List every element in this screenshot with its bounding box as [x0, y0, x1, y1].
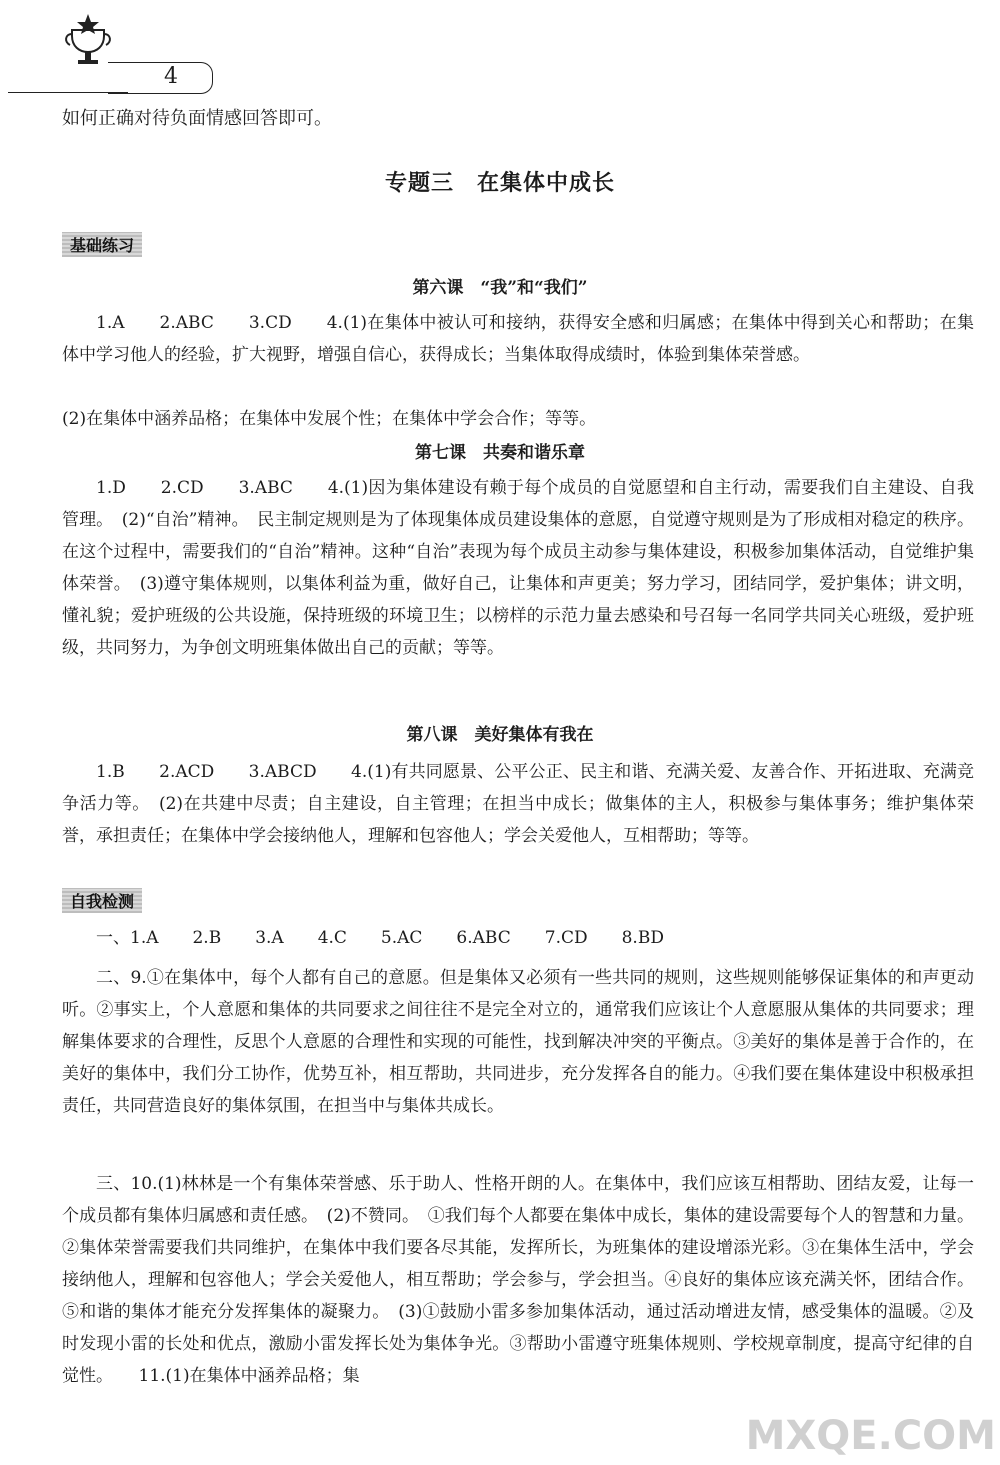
- section-basic-tag: 基础练习: [62, 232, 142, 257]
- lesson-7-heading: 第七课 共奏和谐乐章: [415, 443, 585, 463]
- lesson-6-answers: 1.A 2.ABC 3.CD 4.(1)在集体中被认可和接纳，获得安全感和归属感；在集体中得到关心和帮助；在集体中学习他人的经验，扩大视野，增强自信心，获得成长；当集体取得成绩时，体验到集体荣誉感。: [62, 313, 974, 365]
- self-check-part-3: 三、10.(1)林林是一个有集体荣誉感、乐于助人、性格开朗的人。在集体中，我们应该互相帮助、团结友爱，让每一个成员都有集体归属感和责任感。 (2)不赞同。 ①我们每个人都要在集体中成长，集体的建设需要每个人的智慧和力量。②集体荣誉需要我们共同维护，在集体中我们要各尽其能，发挥所长，为班集体的建设增添光彩。③在集体生活中，学会接纳他人，理解和包容他人；学会关爱他人，相互帮助；学会参与，学会担当。④良好的集体应该充满关怀，团结合作。⑤和谐的集体才能充分发挥集体的凝聚力。 (3)①鼓励小雷多参加集体活动，通过活动增进友情，感受集体的温暖。②及时发现小雷的长处和优点，激励小雷发挥长处为集体争光。③帮助小雷遵守班集体规则、学校规章制度，提高守纪律的自觉性。 11.(1)在集体中涵养品格；集: [62, 1174, 974, 1386]
- page-number-box: [108, 62, 213, 94]
- lesson-7-answers: 1.D 2.CD 3.ABC 4.(1)因为集体建设有赖于每个成员的自觉愿望和自主行动，需要我们自主建设、自我管理。 (2)“自治”精神。 民主制定规则是为了体现集体成员建设集体的意愿，自觉遵守规则是为了形成相对稳定的秩序。在这个过程中，需要我们的“自治”精神。这种“自治”表现为每个成员主动参与集体建设，积极参加集体活动，自觉维护集体荣誉。 (3)遵守集体规则，以集体利益为重，做好自己，让集体和声更美；努力学习，团结同学，爱护集体；讲文明，懂礼貌；爱护班级的公共设施，保持班级的环境卫生；以榜样的示范力量去感染和号召每一名同学共同关心班级，爱护班级，共同努力，为争创文明班集体做出自己的贡献；等等。: [62, 478, 974, 658]
- page-number: 4: [164, 64, 178, 89]
- lesson-8-heading: 第八课 美好集体有我在: [406, 725, 594, 745]
- lesson-6-heading: 第六课 “我”和“我们”: [412, 278, 588, 298]
- section-self-check-tag: 自我检测: [62, 888, 142, 913]
- watermark-logo: MXQE.COM: [745, 1413, 996, 1459]
- lesson-6-answers-2: (2)在集体中涵养品格；在集体中发展个性；在集体中学会合作；等等。: [62, 409, 597, 429]
- intro-line: 如何正确对待负面情感回答即可。: [62, 108, 332, 129]
- lesson-8-answers: 1.B 2.ACD 3.ABCD 4.(1)有共同愿景、公平公正、民主和谐、充满关爱、友善合作、开拓进取、充满竞争活力等。 (2)在共建中尽责；自主建设，自主管理；在担当中成长；做集体的主人，积极参与集体事务；维护集体荣誉，承担责任；在集体中学会接纳他人，理解和包容他人；学会关爱他人，互相帮助；等等。: [62, 762, 974, 846]
- self-check-part-1: 一、1.A 2.B 3.A 4.C 5.AC 6.ABC 7.CD 8.BD: [96, 928, 664, 948]
- self-check-part-2: 二、9.①在集体中，每个人都有自己的意愿。但是集体又必须有一些共同的规则，这些规则能够保证集体的和声更动听。②事实上，个人意愿和集体的共同要求之间往往不是完全对立的，通常我们应该让个人意愿服从集体的共同要求；理解集体要求的合理性，反思个人意愿的合理性和实现的可能性，找到解决冲突的平衡点。③美好的集体是善于合作的，在美好的集体中，我们分工协作，优势互补，相互帮助，共同进步，充分发挥各自的能力。④我们要在集体建设中积极承担责任，共同营造良好的集体氛围，在担当中与集体共成长。: [62, 968, 974, 1116]
- page-title: 专题三 在集体中成长: [384, 170, 615, 196]
